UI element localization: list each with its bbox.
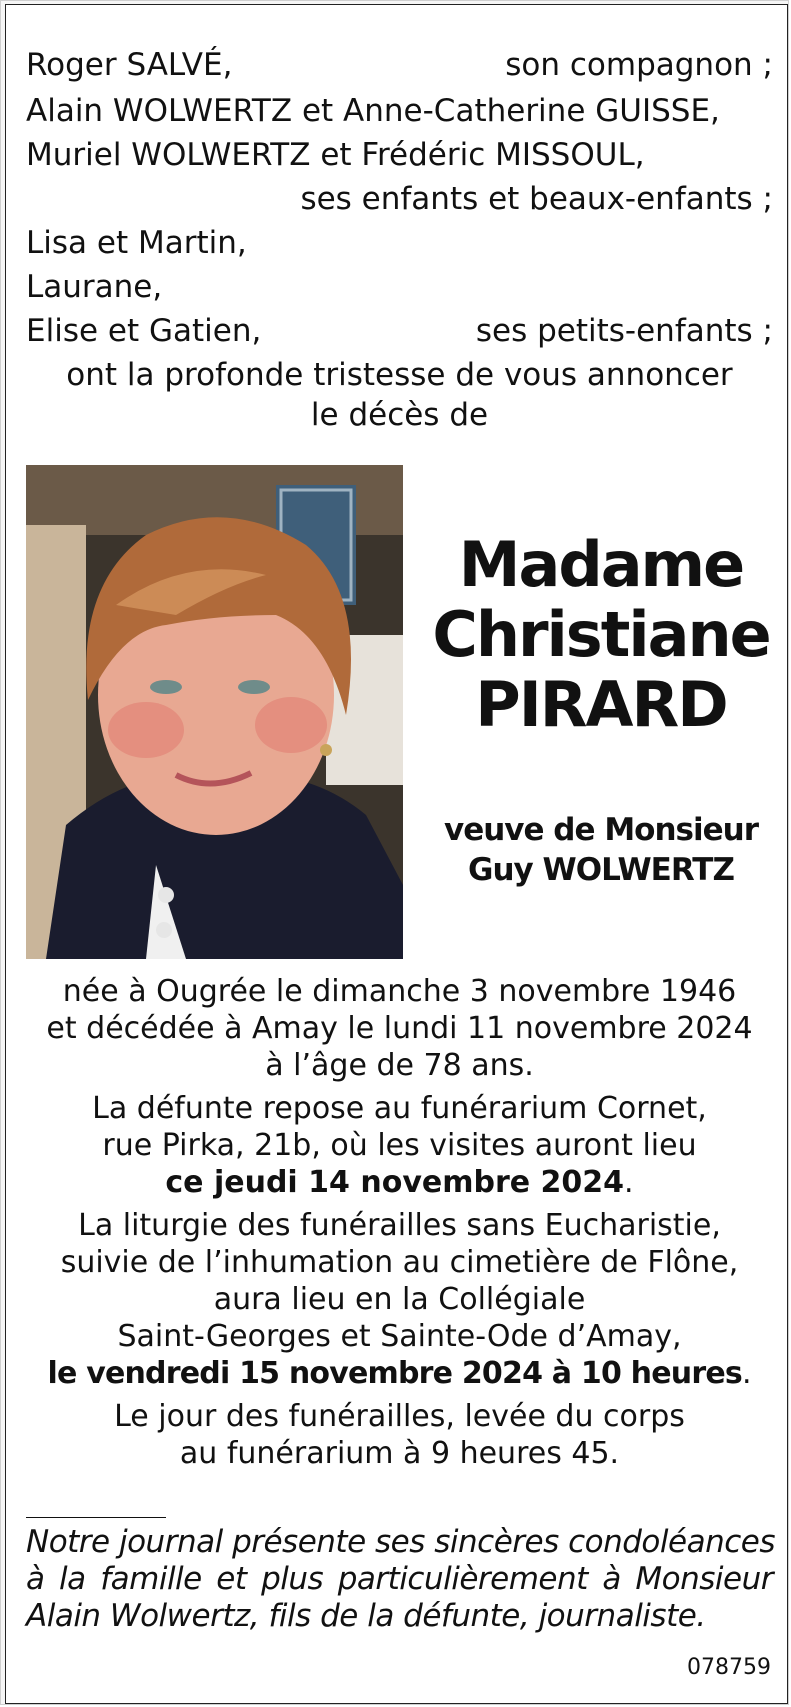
deceased-title: Madame xyxy=(458,528,744,601)
details-section xyxy=(26,973,773,1478)
dates-paragraph xyxy=(26,973,773,1084)
widow-block xyxy=(426,810,776,890)
children-role: ses enfants et beaux-enfants ; xyxy=(300,181,773,217)
portrait-photo xyxy=(26,465,403,959)
deceased-first-name: Christiane xyxy=(432,598,770,671)
rest-date: ce jeudi 14 novembre 2024 xyxy=(165,1165,625,1200)
widow-line-2: Guy WOLWERTZ xyxy=(468,852,734,888)
reference-number: 078759 xyxy=(687,1655,771,1680)
announce-line-1: ont la profonde tristesse de vous annoncer xyxy=(66,357,733,393)
tribute-line-2: à la famille et plus particulièrement à Monsieur xyxy=(26,1561,773,1597)
birth-line: née à Ougrée le dimanche 3 novembre 1946 xyxy=(62,974,737,1009)
companion-role: son compagnon ; xyxy=(505,47,773,83)
rest-date-end: . xyxy=(624,1165,634,1200)
death-line: et décédée à Amay le lundi 11 novembre 2024 xyxy=(46,1011,753,1046)
deceased-last-name: PIRARD xyxy=(475,668,727,741)
family-section xyxy=(26,43,773,435)
liturgy-date-end: . xyxy=(741,1356,752,1391)
separator-rule xyxy=(26,1517,166,1518)
obituary-card xyxy=(5,4,788,1704)
tribute-paragraph xyxy=(26,1524,773,1635)
grandchild-line-3: Elise et Gatien, xyxy=(26,313,262,349)
companion-name: Roger SALVÉ, xyxy=(26,47,233,83)
companion-row xyxy=(26,43,773,87)
departure-line-1: Le jour des funérailles, levée du corps xyxy=(114,1399,685,1434)
liturgy-date: le vendredi 15 novembre 2024 à 10 heures xyxy=(47,1356,742,1391)
grandchildren-row xyxy=(26,309,773,353)
rest-line-1: La défunte repose au funérarium Cornet, xyxy=(92,1091,707,1126)
age-line: à l’âge de 78 ans. xyxy=(265,1048,534,1083)
portrait-image xyxy=(26,465,403,959)
widow-line-1: veuve de Monsieur xyxy=(443,812,758,848)
rest-date-line xyxy=(26,1164,773,1201)
liturgy-line-2: suivie de l’inhumation au cimetière de Flône, xyxy=(60,1245,739,1280)
grandchildren-role: ses petits-enfants ; xyxy=(475,313,773,349)
rest-line-2: rue Pirka, 21b, où les visites auront lieu xyxy=(102,1128,697,1163)
liturgy-line-4: Saint-Georges et Sainte-Ode d’Amay, xyxy=(117,1319,682,1354)
grandchild-line-1: Lisa et Martin, xyxy=(26,225,247,261)
departure-line-2: au funérarium à 9 heures 45. xyxy=(179,1436,620,1471)
rest-paragraph xyxy=(26,1090,773,1201)
child-line-2: Muriel WOLWERTZ et Frédéric MISSOUL, xyxy=(26,137,645,173)
child-line-1: Alain WOLWERTZ et Anne-Catherine GUISSE, xyxy=(26,93,720,129)
announce-line-2: le décès de xyxy=(310,397,489,433)
departure-paragraph xyxy=(26,1398,773,1472)
deceased-name xyxy=(426,530,776,740)
liturgy-line-1: La liturgie des funérailles sans Eucharistie, xyxy=(78,1208,721,1243)
liturgy-paragraph xyxy=(26,1207,773,1392)
liturgy-date-line xyxy=(26,1355,773,1392)
liturgy-line-3: aura lieu en la Collégiale xyxy=(213,1282,586,1317)
tribute-line-1: Notre journal présente ses sincères condoléances xyxy=(26,1524,775,1560)
grandchild-line-2: Laurane, xyxy=(26,269,163,305)
tribute-line-3: Alain Wolwertz, fils de la défunte, journaliste. xyxy=(26,1598,706,1634)
